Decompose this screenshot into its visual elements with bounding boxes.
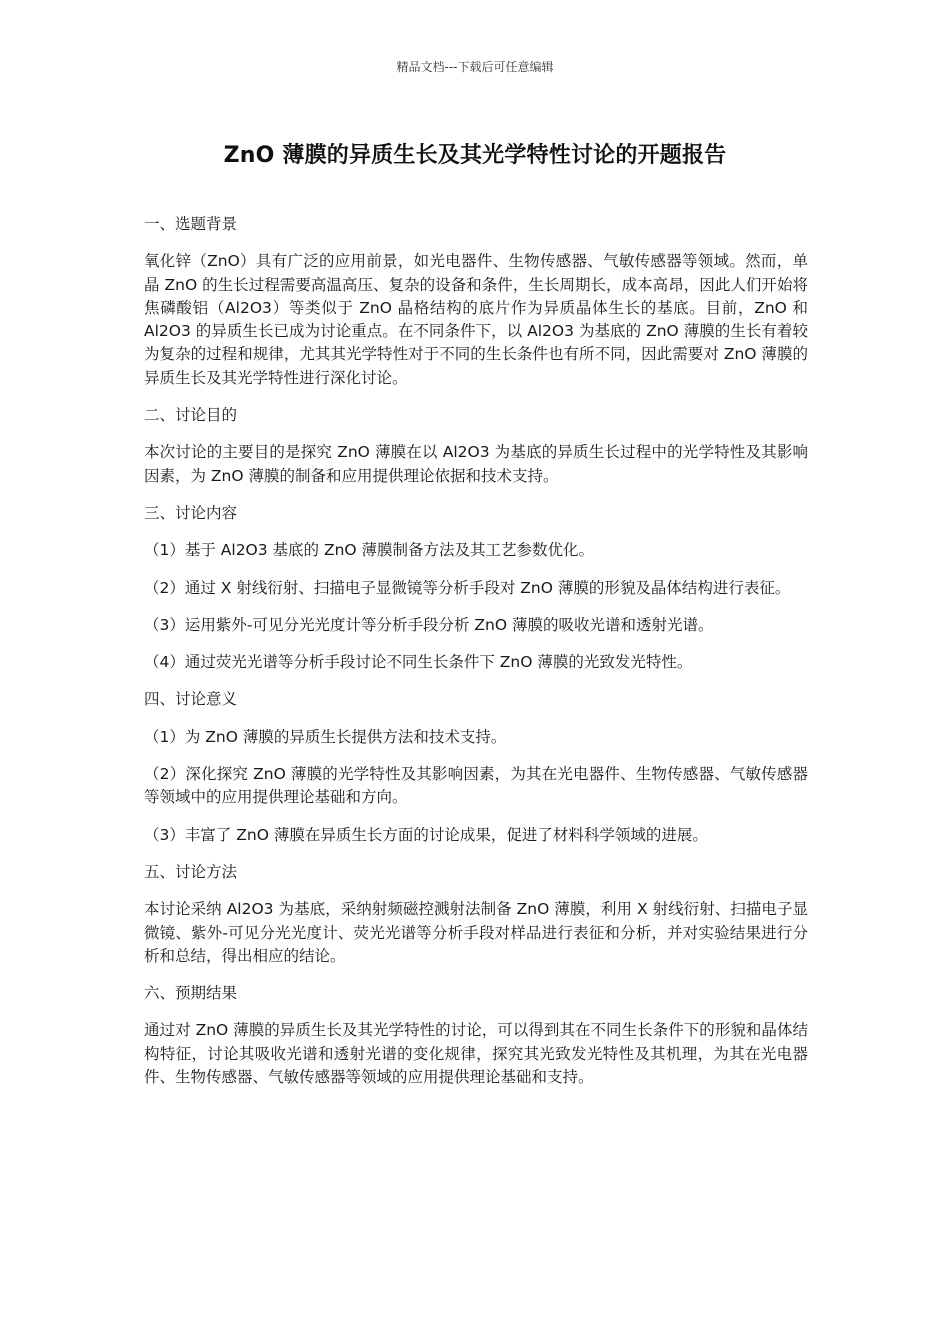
section-heading-purpose: 二、讨论目的: [144, 406, 238, 425]
section-heading-method: 五、讨论方法: [144, 862, 238, 881]
section-paragraph-method: 本讨论采纳 Al2O3 为基底，采纳射频磁控溅射法制备 ZnO 薄膜，利用 X 射线衍射、扫描电子显微镜、紫外-可见分光光度计、荧光光谱等分析手段对样品进行表征和分析，并对实验结果进行分析和总结，得出相应的结论。: [144, 900, 808, 965]
significance-list-item: （3）丰富了 ZnO 薄膜在异质生长方面的讨论成果，促进了材料科学领域的进展。: [144, 825, 708, 844]
page-header-note: 精品文档---下载后可任意编辑: [396, 60, 554, 74]
section-heading-expected-results: 六、预期结果: [144, 984, 238, 1003]
significance-list-item: （1）为 ZnO 薄膜的异质生长提供方法和技术支持。: [144, 727, 507, 746]
content-list-item: （4）通过荧光光谱等分析手段讨论不同生长条件下 ZnO 薄膜的光致发光特性。: [144, 653, 693, 672]
content-list-item: （2）通过 X 射线衍射、扫描电子显微镜等分析手段对 ZnO 薄膜的形貌及晶体结构进行表征。: [144, 578, 791, 597]
section-paragraph-background: 氧化锌（ZnO）具有广泛的应用前景，如光电器件、生物传感器、气敏传感器等领域。然而，单晶 ZnO 的生长过程需要高温高压、复杂的设备和条件，生长周期长，成本高昂，因此人们开始将焦磷酸铝（Al2O3）等类似于 ZnO 晶格结构的底片作为异质晶体生长的基底。目前，ZnO 和 Al2O3 的异质生长已成为讨论重点。在不同条件下，以 Al2O3 为基底的 ZnO 薄膜的生长有着较为复杂的过程和规律，尤其其光学特性对于不同的生长条件也有所不同，因此需要对 ZnO 薄膜的异质生长及其光学特性进行深化讨论。: [144, 252, 808, 387]
document-body: [144, 213, 808, 1103]
section-paragraph-purpose: 本次讨论的主要目的是探究 ZnO 薄膜在以 Al2O3 为基底的异质生长过程中的光学特性及其影响因素，为 ZnO 薄膜的制备和应用提供理论依据和技术支持。: [144, 443, 808, 485]
section-heading-content: 三、讨论内容: [144, 503, 238, 522]
section-paragraph-expected-results: 通过对 ZnO 薄膜的异质生长及其光学特性的讨论，可以得到其在不同生长条件下的形貌和晶体结构特征，讨论其吸收光谱和透射光谱的变化规律，探究其光致发光特性及其机理，为其在光电器件、生物传感器、气敏传感器等领域的应用提供理论基础和支持。: [144, 1021, 808, 1087]
significance-list-item: （2）深化探究 ZnO 薄膜的光学特性及其影响因素，为其在光电器件、生物传感器、气敏传感器等领域中的应用提供理论基础和方向。: [144, 765, 808, 807]
section-heading-background: 一、选题背景: [144, 215, 238, 233]
section-heading-significance: 四、讨论意义: [144, 690, 238, 709]
content-list-item: （3）运用紫外-可见分光光度计等分析手段分析 ZnO 薄膜的吸收光谱和透射光谱。: [144, 615, 714, 634]
content-list-item: （1）基于 Al2O3 基底的 ZnO 薄膜制备方法及其工艺参数优化。: [144, 541, 595, 560]
document-title: ZnO 薄膜的异质生长及其光学特性讨论的开题报告: [223, 143, 727, 168]
